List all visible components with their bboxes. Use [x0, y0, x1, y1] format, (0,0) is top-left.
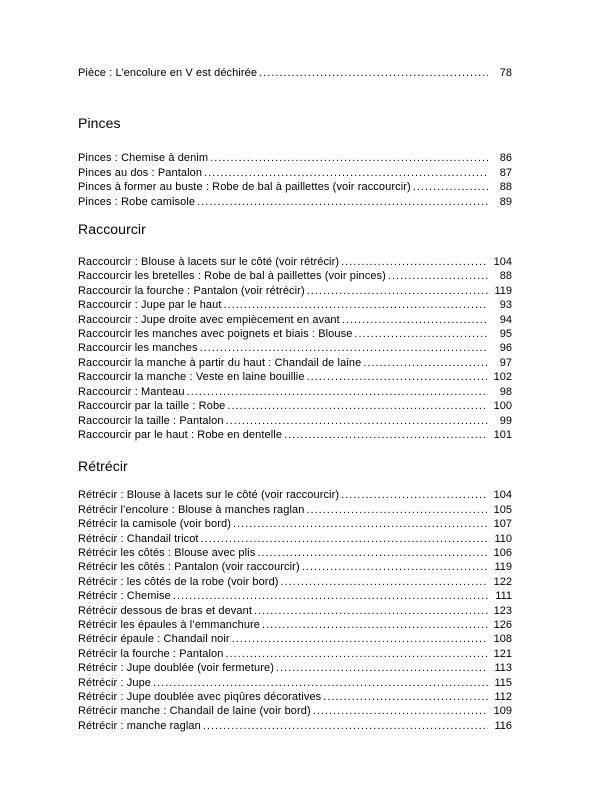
toc-entry-page: 116 — [494, 719, 512, 732]
toc-leader-dots — [307, 284, 488, 298]
toc-entry — [78, 618, 512, 632]
toc-entry-page: 94 — [499, 313, 512, 326]
toc-entry-page: 122 — [493, 575, 512, 588]
section-heading-raccourcir: Raccourcir — [78, 221, 146, 238]
toc-entry-title: Raccourcir la taille : Pantalon — [78, 414, 224, 427]
toc-entry — [78, 298, 512, 312]
toc-entry-title: Raccourcir : Blouse à lacets sur le côté (voir rétrécir) — [78, 256, 340, 269]
toc-entry-page: 107 — [493, 518, 512, 531]
toc-entry-title: Rétrécir : Jupe doublée (voir fermeture) — [78, 662, 274, 675]
toc-entry-page: 119 — [494, 284, 512, 297]
toc-entry-page: 126 — [493, 618, 512, 631]
toc-entry-page: 115 — [494, 676, 512, 689]
toc-entry-title: Rétrécir : Chemise — [78, 590, 171, 603]
toc-entry-page: 88 — [499, 181, 512, 194]
toc-entry-page: 112 — [494, 691, 512, 703]
toc-entry — [78, 676, 512, 690]
toc-entry-page: 104 — [493, 256, 512, 269]
toc-entry-page: 105 — [493, 503, 512, 516]
toc-entry-page: 98 — [499, 385, 512, 398]
toc-entry — [78, 575, 512, 589]
toc-entry — [78, 327, 512, 341]
toc-entry-title: Rétrécir dessous de bras et devant — [78, 604, 252, 617]
toc-entry-title: Rétrécir manche : Chandail de laine (voir bord) — [78, 705, 311, 718]
toc-entry — [78, 151, 512, 165]
toc-entry — [78, 195, 512, 209]
toc-leader-dots — [341, 488, 488, 502]
toc-leader-dots — [233, 517, 488, 531]
toc-entry-title: Pinces : Chemise à denim — [78, 152, 209, 165]
toc-entry-title: Rétrécir les épaules à l’emmanchure — [78, 618, 261, 631]
toc-entry — [78, 341, 512, 355]
toc-entry — [78, 704, 512, 718]
toc-leader-dots — [323, 690, 488, 704]
toc-entry-page: 111 — [495, 590, 512, 603]
toc-leader-dots — [313, 704, 488, 718]
toc-leader-dots — [388, 269, 488, 283]
toc-leader-dots — [259, 66, 488, 80]
toc-entry-page: 88 — [499, 270, 512, 283]
toc-entry-title: Raccourcir la manche à partir du haut : Chandail de laine — [78, 356, 362, 369]
toc-entry-page: 99 — [499, 414, 512, 427]
toc-entry-page: 113 — [494, 662, 512, 675]
toc-entry — [78, 284, 512, 298]
toc-entry-title: Rétrécir la fourche : Pantalon — [78, 647, 224, 660]
toc-entry-page: 93 — [499, 299, 512, 312]
toc-entry-title: Raccourcir par le haut : Robe en dentelle — [78, 428, 283, 441]
toc-leader-dots — [173, 589, 488, 603]
toc-leader-dots — [200, 341, 488, 355]
toc-entry — [78, 604, 512, 618]
toc-leader-dots — [226, 414, 488, 428]
toc-entry-page: 87 — [499, 166, 512, 179]
toc-entry-page: 97 — [499, 356, 512, 369]
toc-entry — [78, 399, 512, 413]
toc-entry — [78, 269, 512, 283]
toc-entry — [78, 385, 512, 399]
toc-leader-dots — [225, 647, 488, 661]
section-heading-pinces: Pinces — [78, 115, 121, 132]
toc-entry-page: 89 — [499, 195, 512, 208]
toc-entry-title: Pinces au dos : Pantalon — [78, 166, 203, 179]
toc-top-entries — [78, 66, 512, 80]
toc-leader-dots — [254, 604, 488, 618]
toc-entry-page: 100 — [493, 400, 512, 413]
toc-entry — [78, 370, 512, 384]
toc-leader-dots — [153, 676, 488, 690]
toc-leader-dots — [302, 560, 488, 574]
toc-entry-title: Pièce : L’encolure en V est déchirée — [78, 67, 258, 79]
toc-entry — [78, 532, 512, 546]
section-entries-retrecir — [78, 488, 512, 733]
toc-entry — [78, 661, 512, 675]
toc-entry-title: Raccourcir : Manteau — [78, 385, 185, 398]
toc-entry-title: Rétrécir : Chandail tricot — [78, 532, 199, 545]
toc-entry — [78, 546, 512, 560]
toc-leader-dots — [210, 151, 488, 165]
section-entries-pinces — [78, 151, 512, 209]
toc-entry-title: Raccourcir les manches avec poignets et biais : Blouse — [78, 328, 353, 341]
toc-leader-dots — [224, 298, 488, 312]
toc-entry — [78, 488, 512, 502]
toc-leader-dots — [363, 356, 488, 370]
toc-entry — [78, 589, 512, 603]
toc-leader-dots — [203, 719, 488, 733]
toc-entry — [78, 560, 512, 574]
toc-entry-page: 104 — [493, 489, 512, 502]
toc-entry — [78, 690, 512, 704]
toc-entry-title: Raccourcir les manches — [78, 342, 198, 355]
toc-leader-dots — [187, 385, 488, 399]
toc-entry-title: Raccourcir la manche : Veste en laine bouillie — [78, 371, 305, 384]
toc-leader-dots — [281, 575, 488, 589]
toc-entry-title: Raccourcir : Jupe droite avec empiècement en avant — [78, 313, 340, 326]
toc-entry-title: Rétrécir l’encolure : Blouse à manches raglan — [78, 503, 305, 516]
section-entries-raccourcir — [78, 255, 512, 442]
toc-leader-dots — [342, 313, 488, 327]
toc-entry — [78, 313, 512, 327]
toc-entry — [78, 414, 512, 428]
toc-entry-page: 109 — [493, 705, 512, 718]
toc-entry-title: Raccourcir par la taille : Robe — [78, 400, 226, 413]
toc-entry-title: Rétrécir : Jupe doublée avec piqûres décoratives — [78, 691, 322, 703]
toc-leader-dots — [262, 618, 488, 632]
toc-leader-dots — [232, 632, 488, 646]
toc-entry — [78, 647, 512, 661]
toc-entry-title: Pinces à former au buste : Robe de bal à paillettes (voir raccourcir) — [78, 181, 411, 194]
toc-entry-page: 123 — [493, 604, 512, 617]
toc-entry-title: Raccourcir : Jupe par le haut — [78, 299, 222, 312]
toc-entry-page: 101 — [493, 428, 512, 441]
toc-entry-title: Rétrécir : manche raglan — [78, 719, 201, 732]
toc-entry — [78, 503, 512, 517]
toc-entry-page: 108 — [493, 633, 512, 646]
toc-entry — [78, 166, 512, 180]
toc-leader-dots — [201, 532, 488, 546]
toc-entry-page: 119 — [494, 561, 512, 574]
toc-entry-page: 102 — [493, 371, 512, 384]
toc-entry — [78, 66, 512, 80]
toc-entry — [78, 255, 512, 269]
toc-entry-page: 110 — [494, 532, 512, 545]
toc-entry-title: Rétrécir : Jupe — [78, 676, 152, 689]
toc-leader-dots — [276, 661, 488, 675]
toc-leader-dots — [284, 428, 488, 442]
toc-entry — [78, 517, 512, 531]
toc-entry-title: Rétrécir : les côtés de la robe (voir bord) — [78, 575, 279, 588]
toc-entry-title: Rétrécir les côtés : Blouse avec plis — [78, 546, 256, 559]
toc-entry-page: 96 — [499, 342, 512, 355]
toc-leader-dots — [307, 370, 488, 384]
toc-leader-dots — [257, 546, 488, 560]
toc-entry — [78, 632, 512, 646]
toc-entry-page: 86 — [499, 152, 512, 165]
toc-leader-dots — [306, 503, 488, 517]
toc-entry — [78, 356, 512, 370]
toc-entry-title: Rétrécir les côtés : Pantalon (voir raccourcir) — [78, 561, 300, 574]
toc-leader-dots — [197, 195, 488, 209]
toc-entry-title: Raccourcir la fourche : Pantalon (voir rétrécir) — [78, 284, 305, 297]
toc-leader-dots — [413, 180, 488, 194]
toc-entry — [78, 180, 512, 194]
toc-entry-page: 95 — [499, 328, 512, 341]
toc-entry-title: Rétrécir épaule : Chandail noir — [78, 633, 230, 646]
toc-entry — [78, 719, 512, 733]
toc-leader-dots — [354, 327, 488, 341]
toc-entry-title: Pinces : Robe camisole — [78, 195, 196, 208]
toc-entry-title: Raccourcir les bretelles : Robe de bal à paillettes (voir pinces) — [78, 270, 386, 283]
toc-leader-dots — [204, 166, 488, 180]
section-heading-retrecir: Rétrécir — [78, 458, 128, 475]
toc-entry-page: 121 — [493, 647, 512, 660]
toc-leader-dots — [227, 399, 488, 413]
toc-entry-page: 106 — [493, 546, 512, 559]
toc-entry-page: 78 — [499, 67, 512, 79]
toc-entry-title: Rétrécir : Blouse à lacets sur le côté (voir raccourcir) — [78, 489, 340, 502]
toc-entry-title: Rétrécir la camisole (voir bord) — [78, 518, 231, 531]
toc-leader-dots — [341, 255, 488, 269]
toc-entry — [78, 428, 512, 442]
